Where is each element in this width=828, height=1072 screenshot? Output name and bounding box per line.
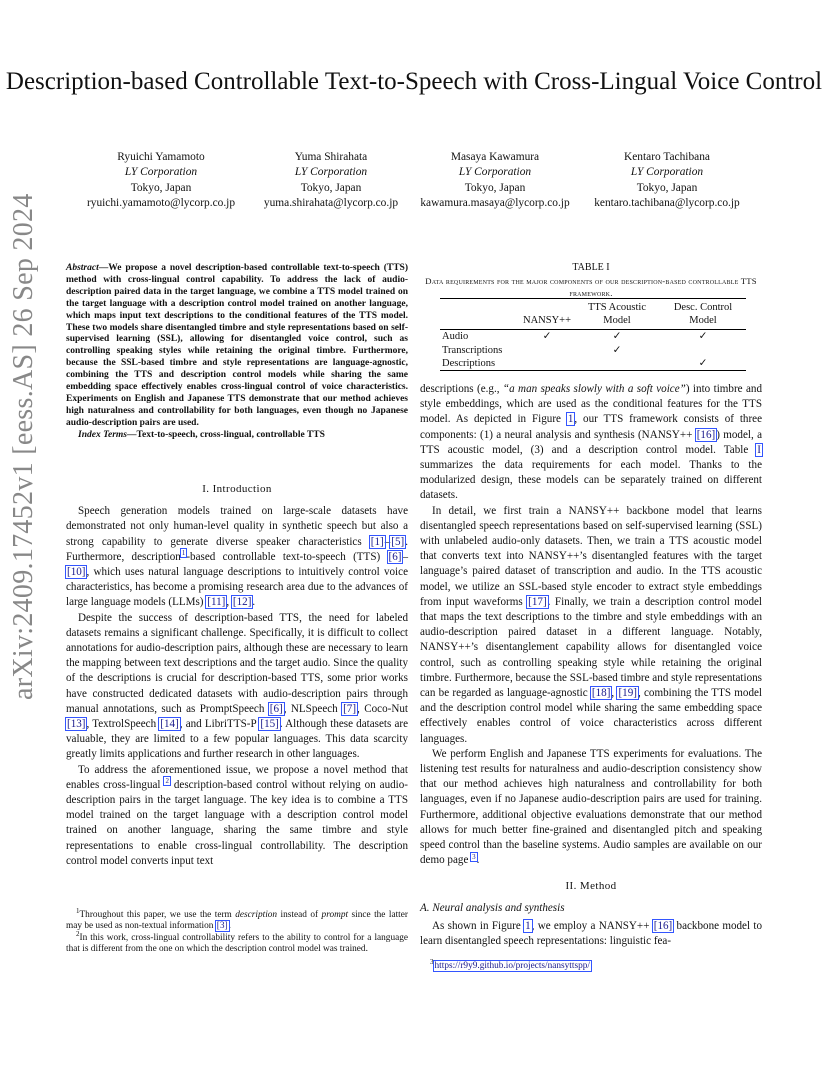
table-row [440,344,746,357]
citation-link[interactable]: [7] [343,702,357,715]
intro-paragraph-3: To address the aforementioned issue, we propose a novel method that enables cross-lingual $^2$ description-based control without relying on audio-description pairs in the target language. The key idea is to combine a TTS model trained on the target language with a description control model trained on another language, sharing the same timbre and style representations to enable cross-lingual controllability. The description control model converts input text [66,763,408,867]
footnote-2: $^2$In this work, cross-lingual controllability refers to the ability to control for a language that is different from the one on which the description control model was trained. [66,929,408,955]
table-header: NANSY++ [522,315,571,327]
table-header-row [440,299,746,330]
table-cell [520,357,574,371]
author-name: Yuma Shirahata [294,151,368,163]
author-email: yuma.shirahata@lycorp.co.jp [263,196,399,209]
table-cell: ✓ [698,357,708,369]
author-affiliation: LY Corporation [294,166,368,179]
intro-section [66,472,408,869]
citation-link[interactable]: [6] [388,550,402,563]
figure-link[interactable]: 1 [525,919,531,932]
table-header [440,299,520,330]
table-cell: Transcriptions [442,344,503,356]
table-row [440,357,746,371]
section-heading: II. Method [565,879,617,892]
table-cell: ✓ [698,331,708,343]
figure-link[interactable]: 1 [567,413,574,426]
author-name: Ryuichi Yamamoto [117,151,205,163]
paragraph: We perform English and Japanese TTS experiments for evaluations. The listening test results for naturalness and audio-description consistency show that our method achieves high naturalness and controllability for both languages, even if no Japanese audio-description pairs are used for training. Furthermore, additional objective evaluations demonstrate that our method allows for much better fine-grained and disentangled pitch and speaking speed control than the baseline systems. Audio samples are available on our demo page $^3$. [420,747,762,867]
table-link[interactable]: I [757,443,761,456]
author-4 [572,150,762,211]
citation-link[interactable]: [17] [528,595,547,608]
citation-link[interactable]: [16] [696,428,716,441]
citation-link[interactable]: [13] [67,718,86,731]
table-cell [520,344,574,357]
footnotes-left [66,906,408,956]
citation-link[interactable]: [1] [370,535,384,548]
author-location: Tokyo, Japan [464,181,526,194]
citation-link[interactable]: [15] [260,718,279,731]
footnote-link[interactable]: 2 [165,777,169,786]
author-location: Tokyo, Japan [636,181,698,194]
citation-link[interactable]: [19] [618,687,637,700]
table-cell: ✓ [542,331,552,343]
citation-link[interactable]: [6] [269,702,283,715]
table-caption [420,262,762,300]
index-terms-label: Index Terms [78,429,128,440]
subsection-heading: A. Neural analysis and synthesis [420,901,565,914]
author-2 [236,150,426,211]
intro-paragraph-2: Despite the success of description-based TTS, the need for labeled datasets remains a significant challenge. Specifically, it is difficult to collect annotations for audio-description pairs, although these are necessary to learn the mapping between text descriptions and the target audio. Since the quality of the descriptions is crucial for description-based TTS, some prior works have constructed dedicated datasets with audio-description pairs through manual annotations, such as PromptSpeech [6], NLSpeech [7], Coco-Nut [13], TextrolSpeech [14], and LibriTTS-P [15]. Although these datasets are valuable, they are limited to a few popular languages. This data scarcity greatly limits applications and further research in other languages. [66,611,408,761]
paragraph-continued: descriptions (e.g., “a man speaks slowly with a soft voice”) into timbre and style embeddings, which are used as the conditional features for the TTS model. As depicted in Figure 1, our TTS framework consists of three components: (1) a neural analysis and synthesis (NANSY++ [16]) model, a TTS acoustic model, (3) and a description control model. Table I summarizes the data requirements for each model. Thanks to the modularized design, these models can be separately trained on different datasets. [420,383,762,502]
author-affiliation: LY Corporation [124,166,198,179]
arxiv-side-stamp: arXiv:2409.17452v1 [eess.AS] 26 Sep 2024 [8,193,39,700]
citation-link[interactable]: [14] [160,718,179,731]
index-terms-text: —Text-to-speech, cross-lingual, controllable TTS [127,429,325,440]
paragraph: In detail, we first train a NANSY++ backbone model that learns disentangled speech representations based on self-supervised learning (SSL) with unlabeled audio-only datasets. Then, we train a TTS acoustic model that converts text into NANSY++’s disentangled features with the target language’s paired dataset of transcription and audio. In the TTS acoustic model, we utilize an SSL-based style encoder to extract style embeddings from input waveforms [17]. Finally, we train a description control model that maps the text descriptions to the timbre and style embeddings with an audio-description paired dataset in a different language. Notably, NANSY++’s disentanglement capability allows for disentangled voice control, such as controlling speaking style while retaining the original timbre. Furthermore, because the SSL-based timbre and style representations can be regarded as language-agnostic [18], [19], combining the TTS model and the description control model while sharing the same embedding space effectively enables control of voice characteristics across different languages. [420,504,763,745]
citation-link[interactable]: [11] [207,596,226,609]
right-column-body [420,382,762,949]
table-cell: Audio [442,331,469,343]
author-affiliation: LY Corporation [458,166,532,179]
author-name: Masaya Kawamura [450,151,540,163]
author-1 [66,150,256,211]
table-cell: Descriptions [442,357,496,369]
abstract-label: Abstract [66,263,99,273]
table-header: TTS Acoustic Model [587,302,647,327]
table-row [440,330,746,344]
footnote-link[interactable]: 1 [181,549,186,558]
table-header: Desc. Control Model [673,302,733,327]
citation-link[interactable]: [10] [67,566,86,579]
author-3 [400,150,590,211]
data-requirements-table [440,298,746,371]
author-email: kentaro.tachibana@lycorp.co.jp [594,196,740,209]
author-affiliation: LY Corporation [630,166,704,179]
abstract [66,263,408,442]
table-label: TABLE I [572,262,610,273]
footnote-1: $^1$Throughout this paper, we use the term description instead of prompt since the latter may be used as non-textual information [3]. [66,906,408,932]
author-name: Kentaro Tachibana [624,151,710,163]
citation-link[interactable]: [5] [391,535,405,548]
paper-title: Description-based Controllable Text-to-Speech with Cross-Lingual Voice Control [5,68,823,95]
author-location: Tokyo, Japan [300,181,362,194]
footnote-link[interactable]: 3 [472,852,476,861]
intro-paragraph-1: Speech generation models trained on large-scale datasets have demonstrated not only human-level quality in synthetic speech but also a strong capability to generate diverse speaker characteristics [1]–[5]. Furthermore, description$^1$-based controllable text-to-speech (TTS) [6]–[10], which uses natural language descriptions to intuitively control voice characteristics, has become a promising research area due to the advances of large language models (LLMs) [11], [12]. [66,505,408,609]
table-cell [574,357,660,371]
footnote-3: $^3$https://r9y9.github.io/projects/nansyttspp/ [430,957,590,971]
author-email: ryuichi.yamamoto@lycorp.co.jp [86,196,236,209]
paragraph: As shown in Figure 1, we employ a NANSY++ [16] backbone model to learn disentangled speech representations: linguistic fea- [420,919,762,948]
table-cell: ✓ [612,331,622,343]
citation-link[interactable]: [3] [216,921,228,932]
citation-link[interactable]: [16] [653,919,673,932]
author-location: Tokyo, Japan [130,181,192,194]
demo-page-link[interactable]: https://r9y9.github.io/projects/nansyttspp/ [434,961,590,971]
table-cell: ✓ [612,344,622,356]
citation-link[interactable]: [18] [591,687,611,700]
table-cell [660,344,746,357]
author-email: kawamura.masaya@lycorp.co.jp [420,196,570,209]
abstract-text: —We propose a novel description-based controllable text-to-speech (TTS) method with cross-lingual control capability. To address the lack of audio-description paired data in the target language, we combine a TTS model trained on the target language with a description control model trained on another language, which maps input text descriptions to the conditional features of the TTS model. These two models share disentangled timbre and style representations based on self-supervised learning (SSL), allowing for disentangled voice control, such as controlling speaking styles while retaining the original timbre. Furthermore, because the SSL-based timbre and style representations are language-agnostic, combining the TTS and description control models while sharing the same embedding space effectively enables cross-lingual control of voice characteristics. Experiments on English and Japanese TTS demonstrate that our method achieves high naturalness and controllability for both languages, even though no Japanese audio-description pairs are used. [66,263,408,428]
table-caption-text: Data requirements for the major components of our description-based controllable TTS framework. [425,275,757,298]
citation-link[interactable]: [12] [232,596,252,609]
section-heading: I. Introduction [202,483,272,495]
